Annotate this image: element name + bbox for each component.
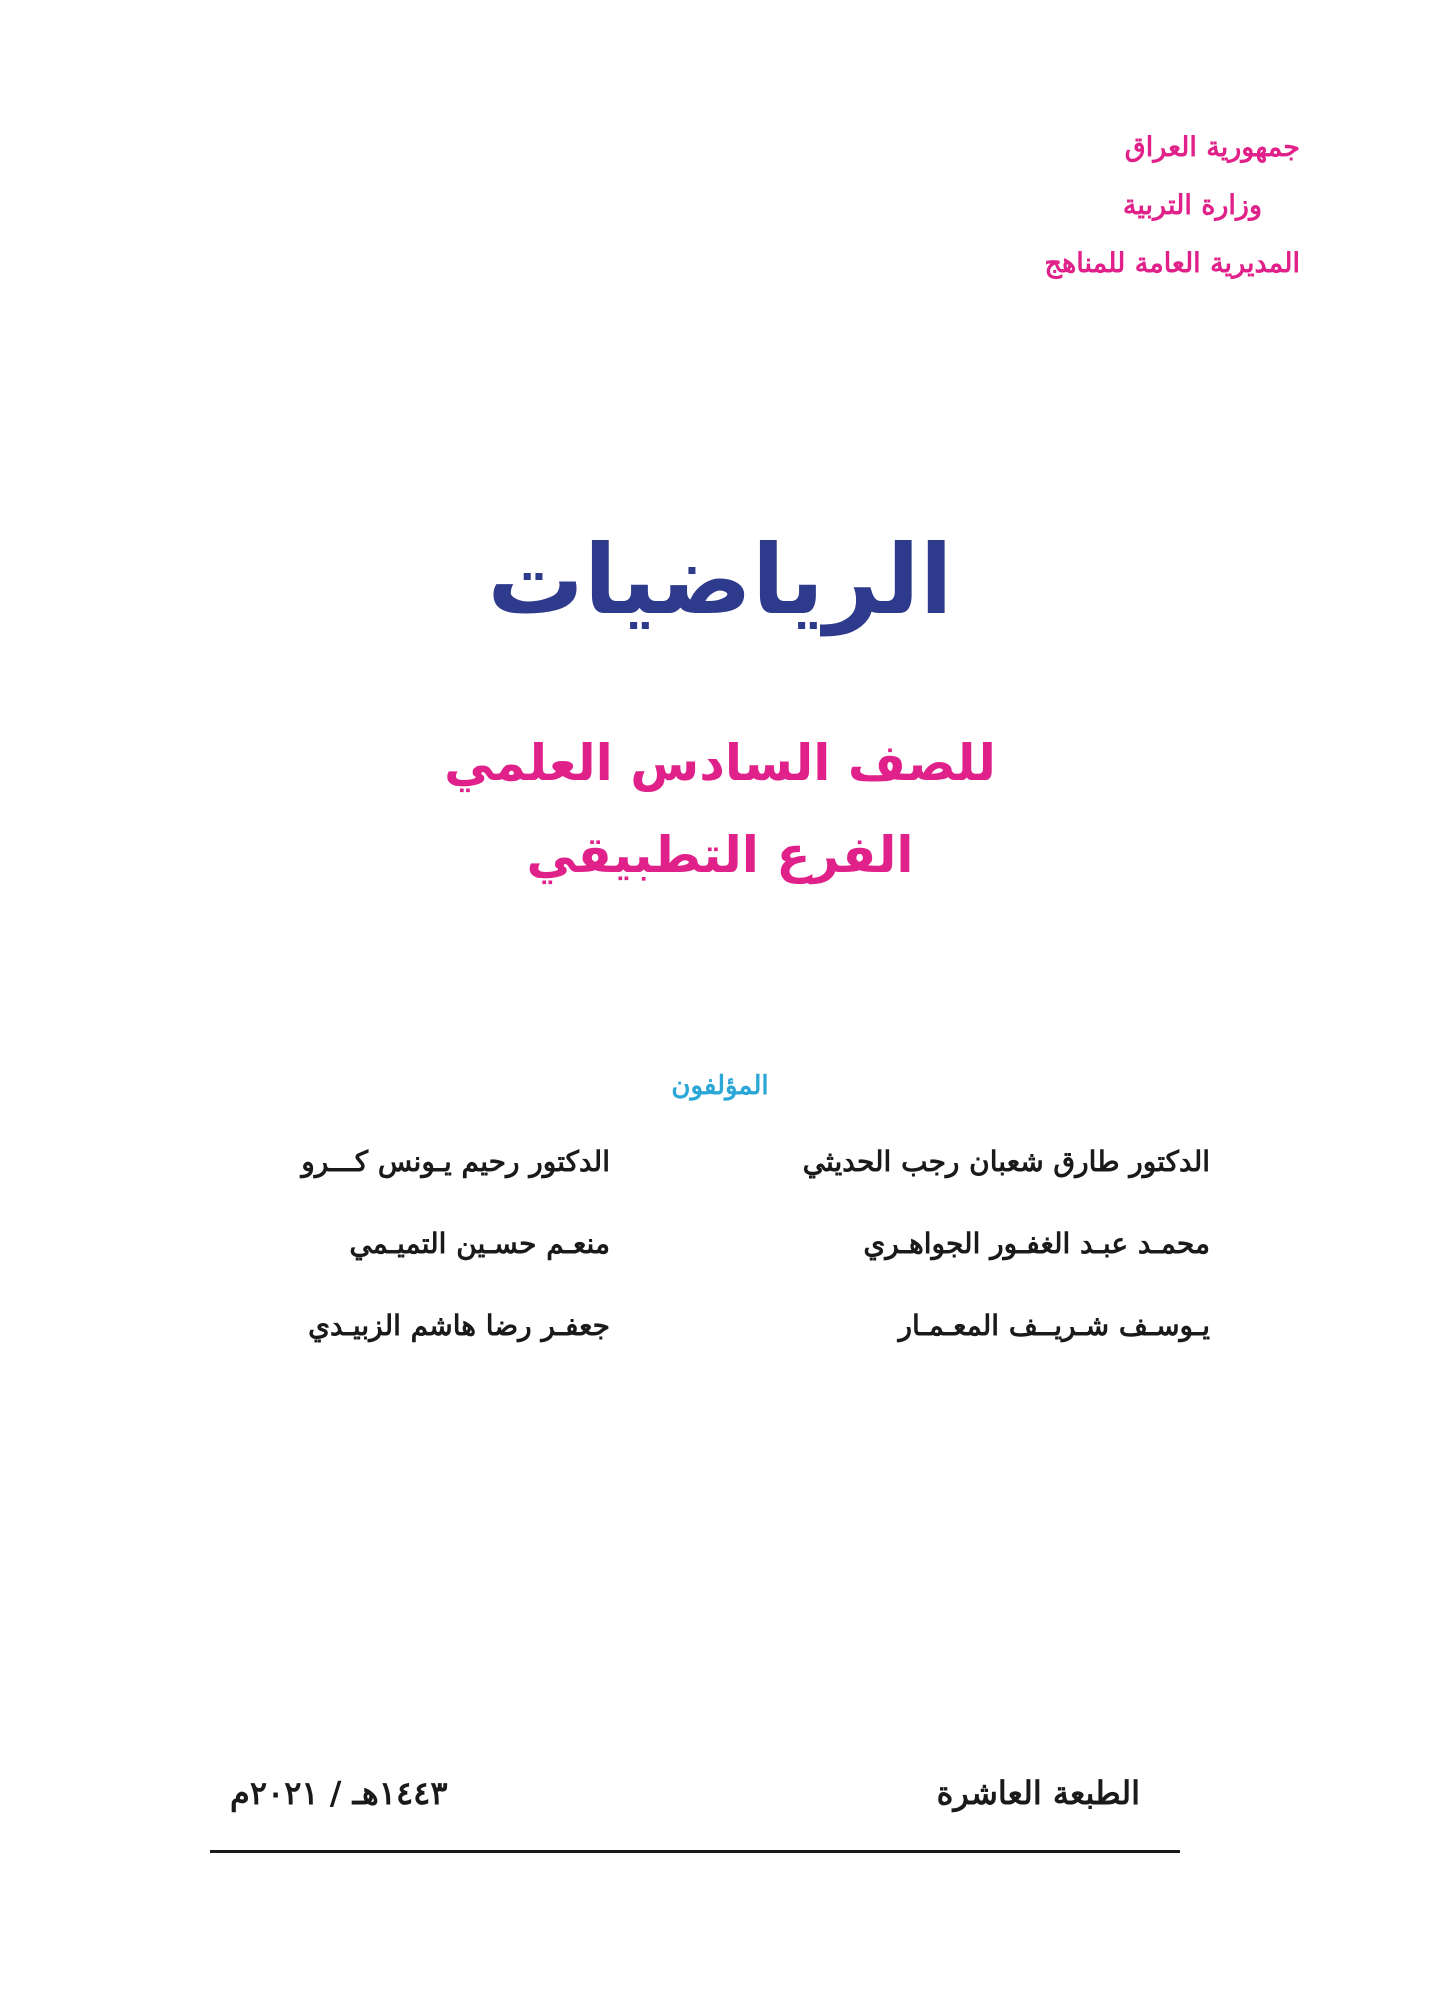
ministry-line-directorate: المديرية العامة للمناهج bbox=[1044, 248, 1300, 279]
author-name: الدكتور طارق شعبان رجب الحديثي bbox=[802, 1145, 1210, 1178]
ministry-header bbox=[880, 128, 1300, 284]
authors-row bbox=[0, 1304, 1440, 1386]
ministry-line-republic: جمهورية العراق bbox=[1124, 132, 1300, 163]
book-subtitle-branch: الفرع التطبيقي bbox=[526, 826, 914, 884]
author-name: محمـد عبـد الغفـور الجواهـري bbox=[863, 1227, 1210, 1260]
authors-list bbox=[0, 1140, 1440, 1386]
ministry-line-ministry: وزارة التربية bbox=[1122, 190, 1262, 221]
author-name: جعفـر رضا هاشم الزبيـدي bbox=[308, 1309, 610, 1342]
book-subtitle-grade: للصف السادس العلمي bbox=[444, 734, 996, 792]
authors-row bbox=[0, 1140, 1440, 1222]
author-name: منعـم حسـين التميـمي bbox=[349, 1227, 610, 1260]
footer-divider bbox=[210, 1850, 1180, 1853]
book-title: الرياضيات bbox=[487, 524, 953, 636]
edition-footer bbox=[210, 1768, 1180, 1838]
author-name: الدكتور رحيم يـونس كـــرو bbox=[301, 1145, 610, 1178]
edition-label: الطبعة العاشرة bbox=[936, 1774, 1140, 1812]
authors-row bbox=[0, 1222, 1440, 1304]
authors-heading: المؤلفون bbox=[671, 1071, 769, 1101]
author-name: يـوسـف شـريــف المعـمـار bbox=[898, 1309, 1210, 1342]
edition-date: ١٤٤٣هـ / ٢٠٢١م bbox=[230, 1774, 448, 1812]
